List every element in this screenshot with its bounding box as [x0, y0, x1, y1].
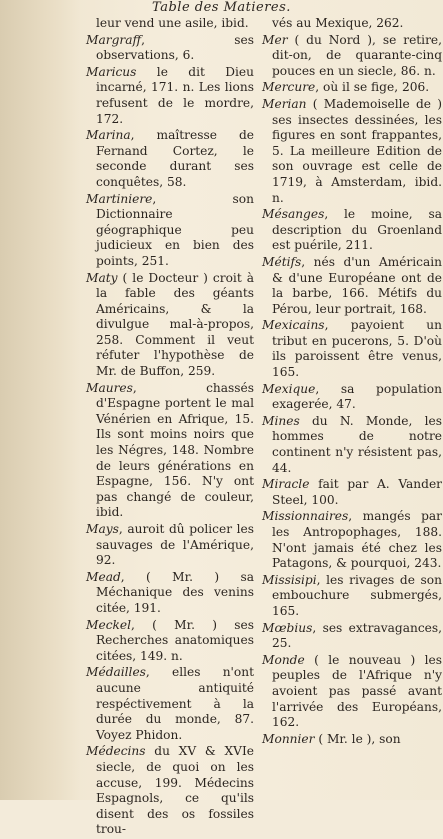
index-entry	[262, 509, 442, 571]
index-entry	[262, 33, 442, 80]
entry-headword: Monde	[262, 652, 305, 667]
entry-text: ( le nouveau ) les peuples de l'Afrique n'y avoient pas passé avant l'arrivée des Européans, 162.	[272, 652, 442, 730]
index-entry	[86, 618, 254, 665]
index-entry	[86, 570, 254, 617]
entry-text: , les rivages de son embouchure submergés, 165.	[272, 572, 442, 618]
entry-text: , nés d'un Américain & d'une Européane ont de la barbe, 166. Métifs du Pérou, leur portrait, 168.	[272, 254, 442, 316]
entry-headword: Margraff	[86, 32, 142, 47]
index-entry	[86, 744, 254, 838]
entry-headword: Missionnaires	[262, 509, 349, 524]
index-entry	[262, 97, 442, 206]
index-entry	[86, 271, 254, 380]
index-entry	[86, 33, 254, 64]
index-entry	[86, 381, 254, 521]
entry-text: leur vend une asile, ibid.	[96, 16, 249, 30]
entry-text: , auroit dû policer les sauvages de l'Amérique, 92.	[96, 522, 254, 568]
entry-text: , ses observations, 6.	[96, 32, 254, 63]
entry-headword: Mésanges	[262, 207, 325, 222]
entry-headword: Mer	[262, 32, 288, 47]
entry-headword: Miracle	[262, 477, 310, 492]
index-entry	[262, 477, 442, 508]
entry-headword: Médailles	[86, 665, 146, 680]
index-entry	[262, 382, 442, 413]
index-entry	[262, 621, 442, 652]
entry-headword: Médecins	[86, 744, 146, 759]
index-entry	[86, 128, 254, 190]
entry-text: fait par A. Vander Steel, 100.	[272, 477, 442, 507]
index-entry	[262, 318, 442, 380]
entry-text: ( Mademoiselle de ) ses insectes dessinées, les figures en sont frappantes, 5. La meilleure Edition de son ouvrage est celle de 1719, à Amsterdam, ibid. n.	[272, 96, 442, 205]
index-entry	[86, 192, 254, 270]
entry-text: , ses extravagances, 25.	[272, 620, 442, 651]
index-entry	[262, 255, 442, 317]
index-entry	[86, 65, 254, 127]
entry-headword: Monnier	[262, 731, 315, 746]
entry-text: , elles n'ont aucune antiquité respéctivement à la durée du monde, 87. Voyez Phidon.	[96, 665, 254, 742]
index-entry	[262, 414, 442, 476]
entry-text: , payoient un tribut en pucerons, 5. D'où ils paroissent être venus, 165.	[272, 318, 442, 380]
entry-headword: Métifs	[262, 254, 302, 269]
entry-text: , ( Mr. ) ses Recherches anatomiques citées, 149. n.	[96, 617, 254, 663]
entry-headword: Merian	[262, 96, 307, 111]
entry-headword: Missisipi	[262, 572, 317, 587]
entry-headword: Marina	[86, 128, 131, 143]
entry-text: , son Dictionnaire géographique peu judicieux en bien des points, 251.	[96, 191, 254, 268]
index-entry	[262, 16, 442, 32]
entry-text: ( du Nord ), se retire, dit-on, de quarante-cinq pouces en un siecle, 86. n.	[272, 32, 442, 78]
entry-headword: Mays	[86, 522, 119, 536]
index-entry	[86, 665, 254, 743]
entry-headword: Mexique	[262, 381, 316, 396]
index-entry	[262, 207, 442, 254]
entry-text: , chassés d'Espagne portent le mal Vénérien en Afrique, 15. Ils sont moins noirs que les Négres, 148. Nombre de leurs générations en Espagne, 156. N'y ont pas changé de couleur, ibid.	[96, 380, 254, 520]
index-column-right	[262, 16, 442, 748]
running-head: Table des Matieres.	[152, 0, 291, 15]
entry-text: , maîtresse de Fernand Cortez, le seconde durant ses conquêtes, 58.	[96, 128, 254, 189]
index-column-left	[86, 16, 254, 839]
entry-headword: Maricus	[86, 64, 137, 79]
index-entry	[262, 732, 442, 748]
entry-headword: Meckel	[86, 617, 132, 632]
entry-text: , le moine, sa description du Groenland est puérile, 211.	[272, 207, 442, 253]
entry-text: ( le Docteur ) croit à la fable des géants Américains, & la divulgue mal-à-propos, 258. Comment il veut réfuter l'hypothèse de Mr. de Buffon, 259.	[96, 270, 254, 379]
entry-text: le dit Dieu incarné, 171. n. Les lions refusent de le mordre, 172.	[96, 64, 254, 126]
entry-headword: Mœbius	[262, 620, 313, 635]
entry-text: , où il se fige, 206.	[315, 80, 430, 95]
index-entry	[262, 80, 442, 96]
entry-headword: Mexicains	[262, 318, 325, 333]
entry-text: ( Mr. le ), son	[314, 731, 401, 746]
entry-text: vés au Mexique, 262.	[272, 16, 404, 30]
index-entry	[262, 573, 442, 620]
entry-headword: Maures	[86, 380, 133, 395]
entry-headword: Mines	[262, 413, 300, 428]
entry-headword: Mercure	[262, 80, 316, 95]
entry-text: du N. Monde, les hommes de notre continent n'y résistent pas, 44.	[272, 413, 442, 475]
entry-text: , mangés par les Antropophages, 188. N'ont jamais été chez les Patagons, & pourquoi, 243.	[272, 509, 442, 571]
entry-text: du XV & XVIe siecle, de quoi on les accuse, 199. Médecins Espagnols, ce qu'ils disent des os fossiles trou-	[96, 744, 254, 837]
index-entry	[86, 522, 254, 569]
entry-text: , sa population exagerée, 47.	[272, 381, 442, 412]
entry-headword: Maty	[86, 270, 118, 285]
page-gutter	[0, 0, 80, 800]
entry-headword: Mead	[86, 569, 121, 584]
index-entry	[86, 16, 254, 32]
index-entry	[262, 653, 442, 731]
entry-text: , ( Mr. ) sa Méchanique des venins citée, 191.	[96, 569, 254, 615]
entry-headword: Martiniere	[86, 191, 153, 206]
